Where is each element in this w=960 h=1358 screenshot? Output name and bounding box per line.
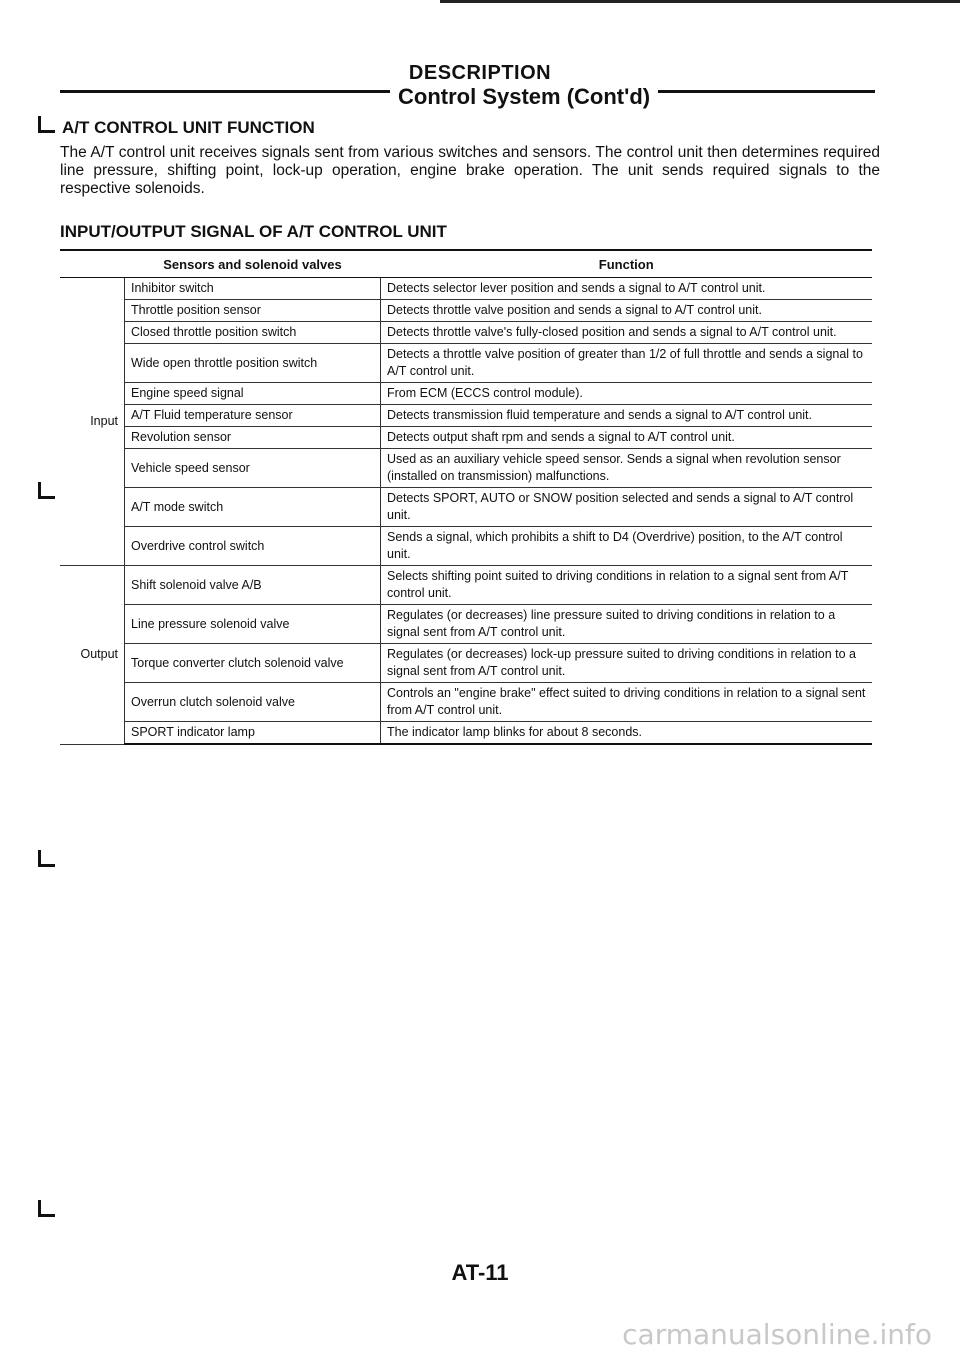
- watermark: carmanualsonline.info: [622, 1318, 932, 1351]
- function-heading: A/T CONTROL UNIT FUNCTION: [62, 118, 315, 137]
- revision-mark-icon: [38, 116, 55, 133]
- table-row: [60, 383, 872, 405]
- signal-function: Detects transmission fluid temperature and sends a signal to A/T control unit.: [381, 405, 873, 427]
- signal-name: Shift solenoid valve A/B: [125, 566, 381, 605]
- signal-function: Sends a signal, which prohibits a shift to D4 (Overdrive) position, to the A/T control unit.: [381, 527, 873, 566]
- signal-function: Regulates (or decreases) lock-up pressure suited to driving conditions in relation to a signal sent from A/T control unit.: [381, 644, 873, 683]
- table-row: [60, 344, 872, 383]
- signal-name: Inhibitor switch: [125, 278, 381, 300]
- signal-function: Detects throttle valve position and sends a signal to A/T control unit.: [381, 300, 873, 322]
- table-row: [60, 605, 872, 644]
- table-heading: INPUT/OUTPUT SIGNAL OF A/T CONTROL UNIT: [60, 222, 447, 241]
- signal-function: Regulates (or decreases) line pressure suited to driving conditions in relation to a signal sent from A/T control unit.: [381, 605, 873, 644]
- signal-name: Overdrive control switch: [125, 527, 381, 566]
- table-row: [60, 683, 872, 722]
- signal-name: SPORT indicator lamp: [125, 722, 381, 745]
- table-header-row: [60, 250, 872, 278]
- revision-mark-icon: [38, 1200, 55, 1217]
- table-row: [60, 488, 872, 527]
- signal-name: Line pressure solenoid valve: [125, 605, 381, 644]
- column-header-group: [60, 250, 125, 278]
- top-edge-rule: [440, 0, 960, 3]
- signal-name: Revolution sensor: [125, 427, 381, 449]
- table-row: [60, 722, 872, 745]
- signal-name: Throttle position sensor: [125, 300, 381, 322]
- page-number: AT-11: [451, 1260, 509, 1285]
- table-row: [60, 527, 872, 566]
- signal-name: Torque converter clutch solenoid valve: [125, 644, 381, 683]
- table-row: [60, 449, 872, 488]
- function-description: The A/T control unit receives signals sent from various switches and sensors. The control unit then determines required line pressure, shifting point, lock-up operation, engine brake operation. The unit sends required signals to the respective solenoids.: [60, 144, 880, 197]
- signal-name: Overrun clutch solenoid valve: [125, 683, 381, 722]
- signal-name: Vehicle speed sensor: [125, 449, 381, 488]
- signal-name: Closed throttle position switch: [125, 322, 381, 344]
- signal-function: The indicator lamp blinks for about 8 seconds.: [381, 722, 873, 745]
- signal-name: Wide open throttle position switch: [125, 344, 381, 383]
- group-label: Output: [60, 566, 125, 745]
- table-row: [60, 322, 872, 344]
- signal-function: Detects selector lever position and sends a signal to A/T control unit.: [381, 278, 873, 300]
- signal-function: From ECM (ECCS control module).: [381, 383, 873, 405]
- signal-name: Engine speed signal: [125, 383, 381, 405]
- revision-mark-icon: [38, 482, 55, 499]
- revision-mark-icon: [38, 850, 55, 867]
- table-row: [60, 300, 872, 322]
- table-row: [60, 427, 872, 449]
- signal-name: A/T Fluid temperature sensor: [125, 405, 381, 427]
- table-row: [60, 278, 872, 300]
- page-heading: DESCRIPTION: [408, 62, 552, 84]
- table-row: [60, 405, 872, 427]
- group-label: Input: [60, 278, 125, 566]
- table-row: [60, 644, 872, 683]
- column-header-function: Function: [381, 250, 873, 278]
- signal-function: Used as an auxiliary vehicle speed sensor. Sends a signal when revolution sensor (installed on transmission) malfunctions.: [381, 449, 873, 488]
- table-body: [60, 278, 872, 745]
- signal-function: Detects throttle valve's fully-closed position and sends a signal to A/T control unit.: [381, 322, 873, 344]
- io-signal-table: [60, 249, 872, 745]
- table-row: [60, 566, 872, 605]
- section-title: Control System (Cont'd): [390, 84, 658, 110]
- signal-function: Controls an "engine brake" effect suited to driving conditions in relation to a signal sent from A/T control unit.: [381, 683, 873, 722]
- signal-function: Detects SPORT, AUTO or SNOW position selected and sends a signal to A/T control unit.: [381, 488, 873, 527]
- signal-function: Selects shifting point suited to driving conditions in relation to a signal sent from A/T control unit.: [381, 566, 873, 605]
- column-header-sensors: Sensors and solenoid valves: [125, 250, 381, 278]
- signal-function: Detects a throttle valve position of greater than 1/2 of full throttle and sends a signal to A/T control unit.: [381, 344, 873, 383]
- signal-function: Detects output shaft rpm and sends a signal to A/T control unit.: [381, 427, 873, 449]
- signal-name: A/T mode switch: [125, 488, 381, 527]
